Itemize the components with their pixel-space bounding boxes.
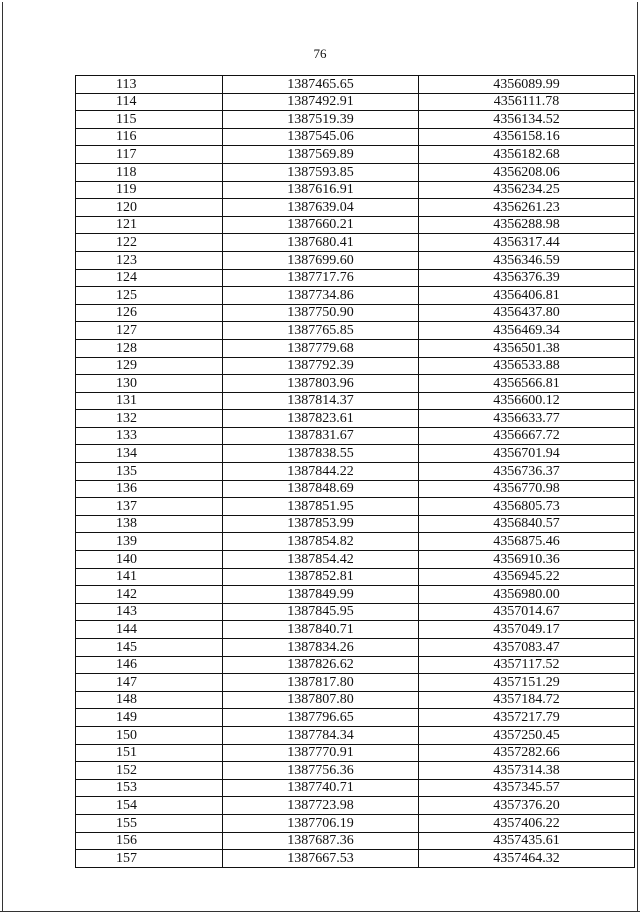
x-coordinate-cell: 1387852.81 <box>223 568 419 586</box>
x-coordinate-cell: 1387667.53 <box>223 850 419 868</box>
x-coordinate-cell: 1387639.04 <box>223 199 419 217</box>
point-number-cell: 144 <box>76 621 223 639</box>
x-coordinate-cell: 1387706.19 <box>223 814 419 832</box>
point-number-cell: 143 <box>76 603 223 621</box>
y-coordinate-cell: 4356770.98 <box>419 480 635 498</box>
table-row <box>76 762 635 780</box>
table-row <box>76 779 635 797</box>
x-coordinate-cell: 1387803.96 <box>223 375 419 393</box>
table-row <box>76 463 635 481</box>
y-coordinate-cell: 4357435.61 <box>419 832 635 850</box>
x-coordinate-cell: 1387779.68 <box>223 339 419 357</box>
y-coordinate-cell: 4356261.23 <box>419 199 635 217</box>
x-coordinate-cell: 1387826.62 <box>223 656 419 674</box>
point-number-cell: 133 <box>76 427 223 445</box>
point-number-cell: 131 <box>76 392 223 410</box>
table-row <box>76 357 635 375</box>
table-row <box>76 850 635 868</box>
point-number-cell: 118 <box>76 163 223 181</box>
table-row <box>76 445 635 463</box>
point-number-cell: 151 <box>76 744 223 762</box>
y-coordinate-cell: 4356089.99 <box>419 76 635 94</box>
y-coordinate-cell: 4357464.32 <box>419 850 635 868</box>
y-coordinate-cell: 4357083.47 <box>419 639 635 657</box>
y-coordinate-cell: 4357282.66 <box>419 744 635 762</box>
table-row <box>76 656 635 674</box>
point-number-cell: 127 <box>76 322 223 340</box>
y-coordinate-cell: 4356910.36 <box>419 551 635 569</box>
table-row <box>76 603 635 621</box>
y-coordinate-cell: 4356406.81 <box>419 287 635 305</box>
x-coordinate-cell: 1387717.76 <box>223 269 419 287</box>
x-coordinate-cell: 1387851.95 <box>223 498 419 516</box>
point-number-cell: 135 <box>76 463 223 481</box>
point-number-cell: 148 <box>76 691 223 709</box>
x-coordinate-cell: 1387831.67 <box>223 427 419 445</box>
table-row <box>76 410 635 428</box>
y-coordinate-cell: 4356945.22 <box>419 568 635 586</box>
point-number-cell: 120 <box>76 199 223 217</box>
y-coordinate-cell: 4356111.78 <box>419 93 635 111</box>
y-coordinate-cell: 4356158.16 <box>419 128 635 146</box>
x-coordinate-cell: 1387838.55 <box>223 445 419 463</box>
point-number-cell: 155 <box>76 814 223 832</box>
table-row <box>76 568 635 586</box>
point-number-cell: 156 <box>76 832 223 850</box>
table-row <box>76 216 635 234</box>
y-coordinate-cell: 4356980.00 <box>419 586 635 604</box>
point-number-cell: 117 <box>76 146 223 164</box>
y-coordinate-cell: 4357049.17 <box>419 621 635 639</box>
x-coordinate-cell: 1387814.37 <box>223 392 419 410</box>
table-row <box>76 251 635 269</box>
x-coordinate-cell: 1387734.86 <box>223 287 419 305</box>
y-coordinate-cell: 4356208.06 <box>419 163 635 181</box>
table-row <box>76 814 635 832</box>
page-number: 76 <box>313 46 327 61</box>
point-number-cell: 114 <box>76 93 223 111</box>
point-number-cell: 138 <box>76 515 223 533</box>
y-coordinate-cell: 4356376.39 <box>419 269 635 287</box>
y-coordinate-cell: 4356667.72 <box>419 427 635 445</box>
table-row <box>76 427 635 445</box>
y-coordinate-cell: 4356533.88 <box>419 357 635 375</box>
y-coordinate-cell: 4356182.68 <box>419 146 635 164</box>
point-number-cell: 157 <box>76 850 223 868</box>
table-row <box>76 586 635 604</box>
point-number-cell: 153 <box>76 779 223 797</box>
point-number-cell: 119 <box>76 181 223 199</box>
point-number-cell: 122 <box>76 234 223 252</box>
point-number-cell: 132 <box>76 410 223 428</box>
point-number-cell: 154 <box>76 797 223 815</box>
x-coordinate-cell: 1387519.39 <box>223 111 419 129</box>
table-row <box>76 498 635 516</box>
x-coordinate-cell: 1387465.65 <box>223 76 419 94</box>
y-coordinate-cell: 4356437.80 <box>419 304 635 322</box>
y-coordinate-cell: 4356317.44 <box>419 234 635 252</box>
table-row <box>76 146 635 164</box>
table-row <box>76 744 635 762</box>
x-coordinate-cell: 1387492.91 <box>223 93 419 111</box>
y-coordinate-cell: 4356346.59 <box>419 251 635 269</box>
x-coordinate-cell: 1387569.89 <box>223 146 419 164</box>
table-row <box>76 163 635 181</box>
x-coordinate-cell: 1387616.91 <box>223 181 419 199</box>
x-coordinate-cell: 1387756.36 <box>223 762 419 780</box>
table-row <box>76 533 635 551</box>
y-coordinate-cell: 4357376.20 <box>419 797 635 815</box>
y-coordinate-cell: 4356875.46 <box>419 533 635 551</box>
point-number-cell: 125 <box>76 287 223 305</box>
table-row <box>76 709 635 727</box>
y-coordinate-cell: 4356840.57 <box>419 515 635 533</box>
point-number-cell: 142 <box>76 586 223 604</box>
x-coordinate-cell: 1387770.91 <box>223 744 419 762</box>
y-coordinate-cell: 4357217.79 <box>419 709 635 727</box>
point-number-cell: 147 <box>76 674 223 692</box>
point-number-cell: 141 <box>76 568 223 586</box>
x-coordinate-cell: 1387853.99 <box>223 515 419 533</box>
x-coordinate-cell: 1387699.60 <box>223 251 419 269</box>
x-coordinate-cell: 1387854.82 <box>223 533 419 551</box>
y-coordinate-cell: 4356134.52 <box>419 111 635 129</box>
y-coordinate-cell: 4357250.45 <box>419 726 635 744</box>
x-coordinate-cell: 1387792.39 <box>223 357 419 375</box>
table-row <box>76 551 635 569</box>
x-coordinate-cell: 1387854.42 <box>223 551 419 569</box>
table-row <box>76 375 635 393</box>
table-row <box>76 480 635 498</box>
table-row <box>76 234 635 252</box>
table-row <box>76 639 635 657</box>
table-row <box>76 392 635 410</box>
y-coordinate-cell: 4357151.29 <box>419 674 635 692</box>
table-row <box>76 621 635 639</box>
x-coordinate-cell: 1387765.85 <box>223 322 419 340</box>
x-coordinate-cell: 1387750.90 <box>223 304 419 322</box>
page-bottom-edge <box>0 911 640 912</box>
x-coordinate-cell: 1387844.22 <box>223 463 419 481</box>
x-coordinate-cell: 1387740.71 <box>223 779 419 797</box>
point-number-cell: 126 <box>76 304 223 322</box>
point-number-cell: 139 <box>76 533 223 551</box>
point-number-cell: 123 <box>76 251 223 269</box>
table-row <box>76 181 635 199</box>
point-number-cell: 121 <box>76 216 223 234</box>
table-row <box>76 76 635 94</box>
y-coordinate-cell: 4356600.12 <box>419 392 635 410</box>
table-row <box>76 128 635 146</box>
y-coordinate-cell: 4357184.72 <box>419 691 635 709</box>
table-row <box>76 93 635 111</box>
point-number-cell: 140 <box>76 551 223 569</box>
table-row <box>76 339 635 357</box>
table-row <box>76 832 635 850</box>
point-number-cell: 137 <box>76 498 223 516</box>
y-coordinate-cell: 4356633.77 <box>419 410 635 428</box>
coordinates-table <box>75 75 635 868</box>
point-number-cell: 113 <box>76 76 223 94</box>
point-number-cell: 136 <box>76 480 223 498</box>
x-coordinate-cell: 1387593.85 <box>223 163 419 181</box>
table-row <box>76 691 635 709</box>
table-row <box>76 322 635 340</box>
y-coordinate-cell: 4356701.94 <box>419 445 635 463</box>
y-coordinate-cell: 4357014.67 <box>419 603 635 621</box>
point-number-cell: 145 <box>76 639 223 657</box>
y-coordinate-cell: 4357345.57 <box>419 779 635 797</box>
point-number-cell: 124 <box>76 269 223 287</box>
table-row <box>76 199 635 217</box>
point-number-cell: 130 <box>76 375 223 393</box>
table-row <box>76 674 635 692</box>
table-row <box>76 269 635 287</box>
y-coordinate-cell: 4357117.52 <box>419 656 635 674</box>
coordinates-table-body <box>76 76 635 868</box>
table-row <box>76 515 635 533</box>
x-coordinate-cell: 1387660.21 <box>223 216 419 234</box>
x-coordinate-cell: 1387796.65 <box>223 709 419 727</box>
x-coordinate-cell: 1387848.69 <box>223 480 419 498</box>
point-number-cell: 129 <box>76 357 223 375</box>
x-coordinate-cell: 1387823.61 <box>223 410 419 428</box>
y-coordinate-cell: 4357406.22 <box>419 814 635 832</box>
point-number-cell: 128 <box>76 339 223 357</box>
table-row <box>76 304 635 322</box>
table-row <box>76 726 635 744</box>
y-coordinate-cell: 4356805.73 <box>419 498 635 516</box>
point-number-cell: 150 <box>76 726 223 744</box>
point-number-cell: 134 <box>76 445 223 463</box>
x-coordinate-cell: 1387845.95 <box>223 603 419 621</box>
y-coordinate-cell: 4357314.38 <box>419 762 635 780</box>
point-number-cell: 152 <box>76 762 223 780</box>
point-number-cell: 146 <box>76 656 223 674</box>
x-coordinate-cell: 1387817.80 <box>223 674 419 692</box>
table-row <box>76 287 635 305</box>
x-coordinate-cell: 1387840.71 <box>223 621 419 639</box>
y-coordinate-cell: 4356469.34 <box>419 322 635 340</box>
x-coordinate-cell: 1387784.34 <box>223 726 419 744</box>
x-coordinate-cell: 1387545.06 <box>223 128 419 146</box>
x-coordinate-cell: 1387849.99 <box>223 586 419 604</box>
x-coordinate-cell: 1387807.80 <box>223 691 419 709</box>
point-number-cell: 149 <box>76 709 223 727</box>
x-coordinate-cell: 1387723.98 <box>223 797 419 815</box>
y-coordinate-cell: 4356566.81 <box>419 375 635 393</box>
y-coordinate-cell: 4356288.98 <box>419 216 635 234</box>
x-coordinate-cell: 1387687.36 <box>223 832 419 850</box>
y-coordinate-cell: 4356234.25 <box>419 181 635 199</box>
x-coordinate-cell: 1387680.41 <box>223 234 419 252</box>
point-number-cell: 116 <box>76 128 223 146</box>
table-row <box>76 111 635 129</box>
y-coordinate-cell: 4356736.37 <box>419 463 635 481</box>
y-coordinate-cell: 4356501.38 <box>419 339 635 357</box>
point-number-cell: 115 <box>76 111 223 129</box>
x-coordinate-cell: 1387834.26 <box>223 639 419 657</box>
table-row <box>76 797 635 815</box>
